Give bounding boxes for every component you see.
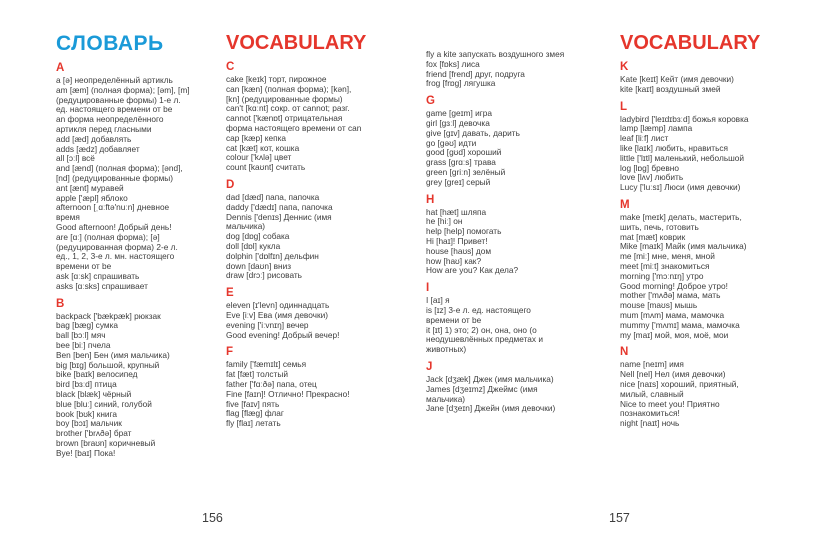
vocab-entry: Bye! [baɪ] Пока! <box>56 447 116 458</box>
vocab-entry: Lucy ['luːsɪ] Люси (имя девочки) <box>620 182 741 193</box>
vocab-entry: mouse [maʊs] мышь <box>620 300 698 311</box>
vocab-entry: Good morning! Доброе утро! <box>620 280 728 291</box>
vocab-entry: apple ['æpl] яблоко <box>56 192 128 203</box>
vocab-entry: daddy ['dædɪ] папа, папочка <box>226 201 333 212</box>
vocab-entry: are [ɑː] (полная форма); [ə] (редуцированная форма) 2-е л. ед., 1, 2, 3-е л. мн. настоящего времени от be <box>56 231 178 272</box>
vocabulary-title-left: VOCABULARY <box>226 32 367 54</box>
vocab-entry: he [hiː] он <box>426 216 463 227</box>
vocab-entry: father ['fɑːðə] папа, отец <box>226 378 317 389</box>
vocab-entry: Ben [ben] Бен (имя мальчика) <box>56 349 170 360</box>
vocab-entry: backpack ['bækpæk] рюкзак <box>56 310 161 321</box>
vocabulary-title-right: VOCABULARY <box>620 32 761 54</box>
vocab-entry: book [bʊk] книга <box>56 408 117 419</box>
letter-heading-g: G <box>426 95 435 108</box>
left-page-column-2 <box>226 0 366 429</box>
vocab-entry: bike [baɪk] велосипед <box>56 369 138 380</box>
dictionary-title-russian: СЛОВАРЬ <box>56 32 164 55</box>
vocab-entry: mat [mæt] коврик <box>620 231 686 242</box>
vocab-entry: Jack [dʒæk] Джек (имя мальчика) <box>426 373 554 384</box>
vocab-entry: name [neɪm] имя <box>620 359 684 370</box>
vocab-entry: dolphin ['dɒlfɪn] дельфин <box>226 250 319 261</box>
vocab-entry: help [help] помогать <box>426 226 502 237</box>
vocab-entry: it [ɪt] 1) это; 2) он, она, оно (о неодушевлённых предметах и животных) <box>426 324 543 355</box>
vocab-entry: me [miː] мне, меня, мной <box>620 251 715 262</box>
vocab-entry: fly [flaɪ] летать <box>226 418 281 429</box>
column-3-entries <box>426 50 565 414</box>
letter-heading-c: C <box>226 61 235 73</box>
vocab-entry: make [meɪk] делать, мастерить, шить, печь, готовить <box>620 211 742 232</box>
vocab-entry: James [dʒeɪmz] Джеймс (имя мальчика) <box>426 383 538 404</box>
letter-heading-i: I <box>426 282 430 295</box>
vocab-entry: give [gɪv] давать, дарить <box>426 127 520 138</box>
vocab-entry: evening ['iːvnɪŋ] вечер <box>226 319 309 330</box>
letter-heading-e: E <box>226 287 234 300</box>
vocab-entry: Eve [iːv] Ева (имя девочки) <box>226 309 329 320</box>
vocab-entry: grey [greɪ] серый <box>426 176 491 187</box>
vocab-entry: cake [keɪk] торт, пирожное <box>226 74 327 84</box>
right-page-column-2 <box>620 0 762 429</box>
vocab-entry: log [lɒg] бревно <box>620 162 679 173</box>
vocab-entry: bee [biː] пчела <box>56 339 111 350</box>
vocab-entry: ball [bɔːl] мяч <box>56 330 106 341</box>
vocab-entry: nice [naɪs] хороший, приятный, милый, славный <box>620 378 739 399</box>
letter-heading-j: J <box>426 360 433 373</box>
vocab-entry: flag [flæg] флаг <box>226 408 284 419</box>
vocab-entry: doll [dɒl] кукла <box>226 240 281 251</box>
right-page-column-1 <box>426 0 565 414</box>
vocab-entry: girl [gɜːl] девочка <box>426 117 490 128</box>
vocab-entry: game [geɪm] игра <box>426 108 492 119</box>
vocab-entry: green [griːn] зелёный <box>426 166 506 177</box>
vocab-entry: ladybird ['leɪdɪbɜːd] божья коровка <box>620 113 749 124</box>
vocab-entry: ant [ænt] муравей <box>56 182 124 193</box>
vocab-entry: morning ['mɔːnɪŋ] утро <box>620 270 704 281</box>
vocab-entry: family ['fæmɪlɪ] семья <box>226 359 307 370</box>
vocab-entry: love [lʌv] любить <box>620 172 684 183</box>
vocab-entry: five [faɪv] пять <box>226 398 280 409</box>
vocab-entry: is [ɪz] 3-е л. ед. настоящего времени от be <box>426 304 531 325</box>
vocab-entry: can [kæn] (полная форма); [kən], [kn] (редуцированные формы) <box>226 83 352 104</box>
vocab-entry: brown [braʊn] коричневый <box>56 437 156 448</box>
vocab-entry: mother ['mʌðə] мама, мать <box>620 290 721 301</box>
vocab-entry: asks [ɑːsks] спрашивает <box>56 280 148 291</box>
vocab-entry: cat [kæt] кот, кошка <box>226 142 300 153</box>
vocab-entry: night [naɪt] ночь <box>620 418 680 429</box>
letter-heading-f: F <box>226 346 234 359</box>
vocab-entry: bag [bæg] сумка <box>56 320 119 331</box>
vocab-entry: ask [ɑːsk] спрашивать <box>56 270 140 281</box>
vocab-entry: and [ænd] (полная форма); [ənd], [nd] (редуцированные формы) <box>56 163 183 183</box>
vocab-entry: Nice to meet you! Приятно познакомиться! <box>620 398 720 419</box>
letter-heading-k: K <box>620 61 629 73</box>
vocab-entry: cannot ['kænɒt] отрицательная форма настоящего времени от can <box>226 113 362 133</box>
vocab-entry: down [daʊn] вниз <box>226 260 292 271</box>
vocab-entry: Good evening! Добрый вечер! <box>226 329 340 340</box>
vocab-entry: adds [ædz] добавляет <box>56 143 140 154</box>
letter-heading-a: A <box>56 62 65 74</box>
vocab-entry: my [maɪ] мой, моя, моё, мои <box>620 329 729 340</box>
vocab-entry: fox [fɒks] лиса <box>426 58 480 69</box>
vocab-entry: friend [frend] друг, подруга <box>426 68 525 79</box>
vocab-entry: like [laɪk] любить, нравиться <box>620 142 729 153</box>
vocab-entry: black [blæk] чёрный <box>56 388 132 399</box>
vocab-entry: a [ə] неопределённый артикль <box>56 75 173 85</box>
vocab-entry: how [haʊ] как? <box>426 255 482 266</box>
vocab-entry: dad [dæd] папа, папочка <box>226 191 320 202</box>
vocab-entry: an форма неопределённого артикля перед гласными <box>56 114 164 134</box>
letter-heading-n: N <box>620 346 629 359</box>
letter-heading-m: M <box>620 198 630 211</box>
vocab-entry: Dennis ['denɪs] Деннис (имя мальчика) <box>226 211 332 232</box>
vocab-entry: bird [bɜːd] птица <box>56 379 117 390</box>
vocab-entry: can't [kɑːnt] сокр. от cannot; разг. <box>226 103 350 114</box>
vocab-entry: Mike [maɪk] Майк (имя мальчика) <box>620 241 747 252</box>
vocab-entry: fat [fæt] толстый <box>226 369 288 380</box>
vocab-entry: meet [miːt] знакомиться <box>620 260 710 271</box>
vocab-entry: I [aɪ] я <box>426 295 450 306</box>
column-2-entries <box>226 61 366 429</box>
vocab-entry: cap [kæp] кепка <box>226 132 286 143</box>
vocab-entry: eleven [ɪ'levn] одиннадцать <box>226 300 330 311</box>
vocab-entry: How are you? Как дела? <box>426 265 519 276</box>
vocab-entry: am [æm] (полная форма); [əm], [m] (редуцированные формы) 1-е л. ед. настоящего времени от be <box>56 84 190 115</box>
left-page-column-1 <box>56 0 193 458</box>
vocab-entry: frog [frɒg] лягушка <box>426 78 496 89</box>
vocab-entry: hat [hæt] шляпа <box>426 206 487 217</box>
page-number-left: 156 <box>202 511 223 525</box>
vocab-entry: lamp [læmp] лампа <box>620 123 693 134</box>
column-4-entries <box>620 61 762 429</box>
letter-heading-h: H <box>426 193 435 206</box>
vocab-entry: go [gəʊ] идти <box>426 137 477 148</box>
vocab-entry: fly a kite запускать воздушного змея <box>426 49 565 59</box>
vocab-entry: brother ['brʌðə] брат <box>56 428 132 439</box>
vocab-entry: colour ['kʌlə] цвет <box>226 152 292 163</box>
letter-heading-d: D <box>226 178 235 191</box>
page-number-right: 157 <box>609 511 630 525</box>
vocab-entry: all [ɔːl] всё <box>56 153 95 164</box>
vocab-entry: good [gʊd] хороший <box>426 147 502 158</box>
vocab-entry: afternoon [ˌɑːftə'nuːn] дневное время <box>56 202 170 223</box>
vocab-entry: leaf [liːf] лист <box>620 133 669 144</box>
vocab-entry: Nell [nel] Нел (имя девочки) <box>620 369 726 380</box>
vocab-entry: big [bɪg] большой, крупный <box>56 359 160 370</box>
vocab-entry: mum [mʌm] мама, мамочка <box>620 309 725 320</box>
vocab-entry: draw [drɔː] рисовать <box>226 270 303 281</box>
column-1-entries <box>56 62 193 458</box>
vocab-entry: grass [grɑːs] трава <box>426 157 496 168</box>
vocab-entry: blue [bluː] синий, голубой <box>56 398 152 409</box>
vocab-entry: Kate [keɪt] Кейт (имя девочки) <box>620 74 734 84</box>
vocab-entry: little ['lɪtl] маленький, небольшой <box>620 152 745 163</box>
vocab-entry: kite [kaɪt] воздушный змей <box>620 83 721 94</box>
vocab-entry: Fine [faɪn]! Отлично! Прекрасно! <box>226 388 350 399</box>
letter-heading-l: L <box>620 100 628 113</box>
vocab-entry: Hi [haɪ]! Привет! <box>426 235 488 246</box>
letter-heading-b: B <box>56 297 65 310</box>
vocab-entry: mummy ['mʌmɪ] мама, мамочка <box>620 319 740 330</box>
vocab-entry: dog [dɒg] собака <box>226 231 290 242</box>
vocab-entry: house [haʊs] дом <box>426 245 492 256</box>
vocab-entry: add [æd] добавлять <box>56 133 132 144</box>
vocab-entry: count [kaʊnt] считать <box>226 162 306 173</box>
vocab-entry: Jane [dʒeɪn] Джейн (имя девочки) <box>426 403 556 414</box>
vocab-entry: boy [bɔɪ] мальчик <box>56 418 122 429</box>
vocab-entry: Good afternoon! Добрый день! <box>56 221 172 232</box>
